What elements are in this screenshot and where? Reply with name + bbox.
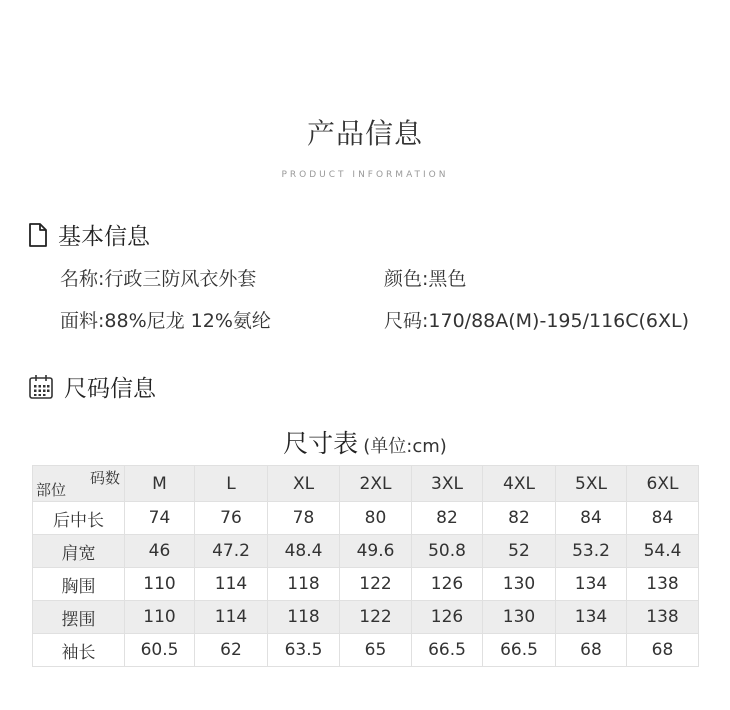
table-cell: 65	[340, 634, 412, 667]
column-header: 5XL	[556, 466, 627, 502]
table-cell: 84	[556, 502, 627, 535]
table-cell: 138	[627, 601, 699, 634]
table-cell: 126	[412, 568, 483, 601]
table-cell: 110	[125, 601, 195, 634]
table-cell: 130	[483, 568, 556, 601]
table-cell: 82	[412, 502, 483, 535]
table-cell: 68	[627, 634, 699, 667]
page-title: 产品信息	[306, 117, 423, 150]
row-label: 袖长	[33, 634, 125, 667]
column-header: 4XL	[483, 466, 556, 502]
table-cell: 68	[556, 634, 627, 667]
size-info-heading-text: 尺码信息	[64, 376, 156, 402]
corner-size-label: 码数	[89, 469, 120, 487]
table-cell: 66.5	[483, 634, 556, 667]
table-cell: 60.5	[125, 634, 195, 667]
document-icon	[28, 223, 48, 247]
column-header: 3XL	[412, 466, 483, 502]
table-cell: 82	[483, 502, 556, 535]
table-cell: 74	[125, 502, 195, 535]
row-label: 摆围	[33, 601, 125, 634]
table-cell: 50.8	[412, 535, 483, 568]
table-header-row	[33, 466, 699, 502]
product-color: 颜色:黑色	[384, 268, 467, 290]
table-cell: 78	[268, 502, 340, 535]
size-table-unit: (单位:cm)	[363, 436, 447, 457]
table-cell: 49.6	[340, 535, 412, 568]
column-header: XL	[268, 466, 340, 502]
table-cell: 62	[195, 634, 268, 667]
table-row	[33, 601, 699, 634]
table-row	[33, 502, 699, 535]
column-header: 6XL	[627, 466, 699, 502]
calendar-icon	[28, 374, 54, 400]
table-cell: 54.4	[627, 535, 699, 568]
row-label: 胸围	[33, 568, 125, 601]
table-cell: 130	[483, 601, 556, 634]
table-cell: 80	[340, 502, 412, 535]
table-cell: 110	[125, 568, 195, 601]
table-cell: 46	[125, 535, 195, 568]
table-cell: 47.2	[195, 535, 268, 568]
size-info-heading	[28, 370, 156, 403]
table-cell: 53.2	[556, 535, 627, 568]
table-cell: 138	[627, 568, 699, 601]
table-cell: 134	[556, 601, 627, 634]
row-label: 后中长	[33, 502, 125, 535]
table-cell: 126	[412, 601, 483, 634]
table-row	[33, 634, 699, 667]
table-cell: 76	[195, 502, 268, 535]
size-table-title-text: 尺寸表	[283, 429, 359, 458]
product-material: 面料:88%尼龙 12%氨纶	[60, 310, 271, 332]
size-table	[32, 465, 699, 667]
table-row	[33, 535, 699, 568]
table-row	[33, 568, 699, 601]
table-cell: 84	[627, 502, 699, 535]
table-cell: 52	[483, 535, 556, 568]
column-header: L	[195, 466, 268, 502]
size-table-title	[0, 424, 730, 460]
table-cell: 122	[340, 568, 412, 601]
product-size-range: 尺码:170/88A(M)-195/116C(6XL)	[384, 310, 690, 332]
table-cell: 134	[556, 568, 627, 601]
table-cell: 48.4	[268, 535, 340, 568]
table-cell: 118	[268, 568, 340, 601]
table-cell: 114	[195, 601, 268, 634]
corner-part-label: 部位	[36, 481, 67, 499]
table-cell: 114	[195, 568, 268, 601]
basic-info-heading	[28, 218, 150, 251]
product-name: 名称:行政三防风衣外套	[60, 268, 257, 290]
page-subtitle: PRODUCT INFORMATION	[281, 170, 449, 180]
basic-info-heading-text: 基本信息	[58, 224, 150, 250]
table-cell: 63.5	[268, 634, 340, 667]
table-cell: 66.5	[412, 634, 483, 667]
column-header: M	[125, 466, 195, 502]
row-label: 肩宽	[33, 535, 125, 568]
table-cell: 122	[340, 601, 412, 634]
table-corner-cell	[33, 466, 125, 502]
table-cell: 118	[268, 601, 340, 634]
column-header: 2XL	[340, 466, 412, 502]
